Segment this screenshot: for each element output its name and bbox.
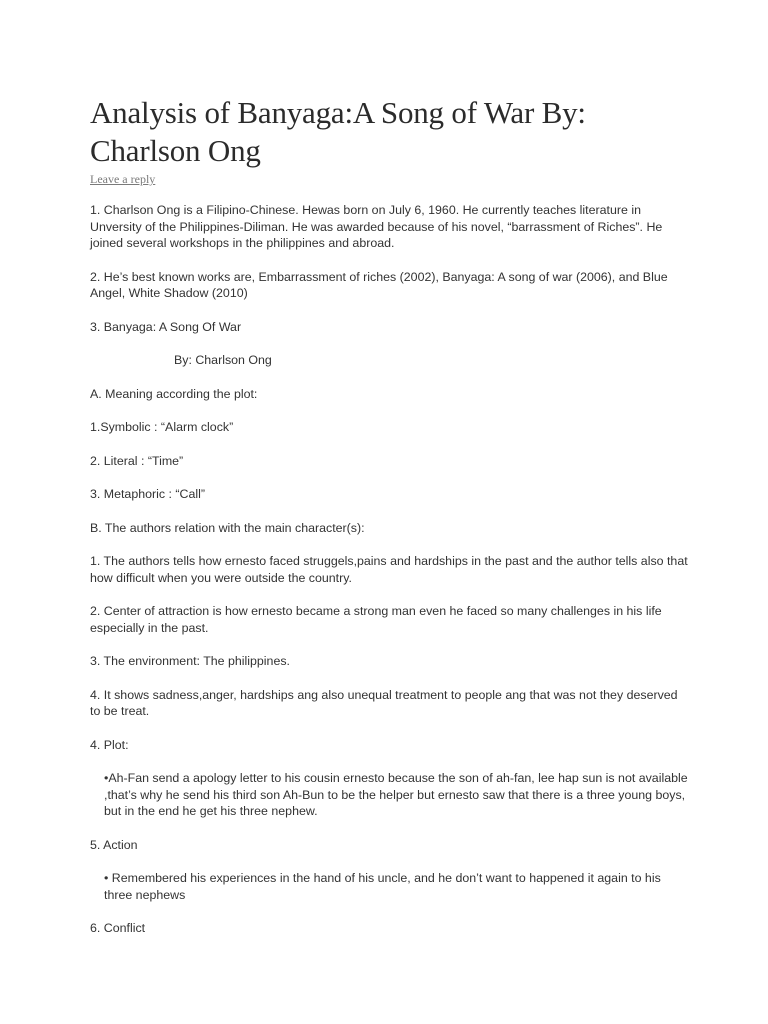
paragraph: 1.Symbolic : “Alarm clock” <box>90 420 234 434</box>
bullet-paragraph: •Ah-Fan send a apology letter to his cousin ernesto because the son of ah-fan, lee hap sun is not available ,that’s why he send his third son Ah-Bun to be the helper but ernesto saw that there is a three young boys, but in the end he get his three nephew. <box>104 771 688 818</box>
paragraph-byline: By: Charlson Ong <box>174 353 272 367</box>
paragraph: 3. Banyaga: A Song Of War <box>90 319 242 334</box>
page-title <box>90 94 690 170</box>
paragraph: 2. He’s best known works are, Embarrassment of riches (2002), Banyaga: A song of war (2006), and Blue Angel, White Shadow (2010) <box>90 269 668 300</box>
paragraph: 1. The authors tells how ernesto faced struggels,pains and hardships in the past and the author tells also that how difficult when you were outside the country. <box>90 554 688 585</box>
paragraph: 4. Plot: <box>90 737 129 752</box>
paragraph: 2. Literal : “Time” <box>90 453 184 468</box>
paragraph: 3. The environment: The philippines. <box>90 654 290 668</box>
paragraph: 6. Conflict <box>90 921 146 935</box>
article <box>90 94 690 954</box>
paragraph: 1. Charlson Ong is a Filipino-Chinese. Hewas born on July 6, 1960. He currently teaches literature in Unversity of the Philippines-Diliman. He was awarded because of his novel, “barrassment of Riches”. He joined several workshops in the philippines and abroad. <box>90 203 663 250</box>
article-body <box>90 202 690 937</box>
paragraph: B. The authors relation with the main character(s): <box>90 520 365 535</box>
bullet-paragraph: • Remembered his experiences in the hand of his uncle, and he don’t want to happened it again to his three nephews <box>104 871 661 902</box>
title-line-1: Analysis of Banyaga:A Song of War By: <box>90 95 586 130</box>
paragraph: 2. Center of attraction is how ernesto became a strong man even he faced so many challenges in his life especially in the past. <box>90 604 662 635</box>
paragraph: 5. Action <box>90 837 138 852</box>
paragraph: 4. It shows sadness,anger, hardships ang also unequal treatment to people ang that was not they deserved to be treat. <box>90 687 678 718</box>
title-line-2: Charlson Ong <box>90 133 261 168</box>
paragraph: 3. Metaphoric : “Call” <box>90 487 205 501</box>
leave-reply-link[interactable]: Leave a reply <box>90 172 156 186</box>
paragraph: A. Meaning according the plot: <box>90 386 258 401</box>
